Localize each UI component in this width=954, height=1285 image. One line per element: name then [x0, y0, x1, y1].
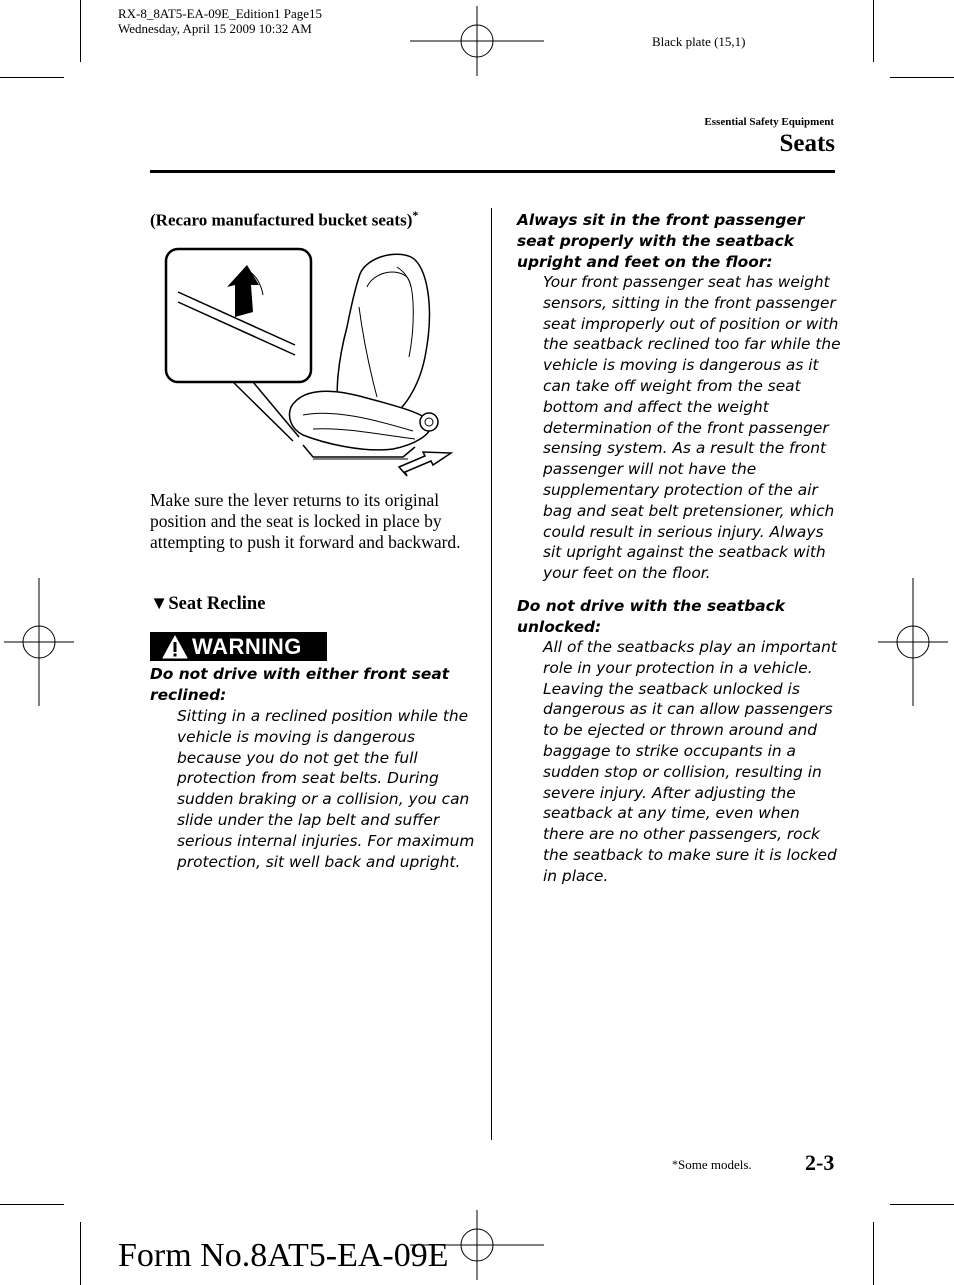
warning-icon	[162, 635, 188, 659]
passenger-seat-body: Your front passenger seat has weight sensors, sitting in the front passenger seat improperly out of position or with the seatback reclined too far while the vehicle is moving is dangerous as it can take off weight from the seat bottom and affect the weight determination of the front passenger sensing system. As a result the front passenger will not have the supplementary protection of the air bag and seat belt pretensioner, which could result in serious injury. Always sit upright against the seatback with your feet on the floor.	[543, 273, 841, 583]
print-info-line1: RX-8_8AT5-EA-09E_Edition1 Page15	[118, 6, 323, 21]
crop-mark	[80, 0, 81, 62]
registration-mark	[878, 578, 948, 706]
registration-mark	[410, 6, 544, 76]
crop-mark	[0, 77, 64, 78]
footnote	[672, 1157, 752, 1173]
title-rule	[150, 170, 835, 173]
warning-badge	[150, 632, 327, 661]
left-column	[150, 208, 472, 231]
print-info	[118, 6, 322, 36]
crop-mark	[873, 1222, 874, 1285]
crop-mark	[0, 1204, 64, 1205]
print-info-line2: Wednesday, April 15 2009 10:32 AM	[118, 21, 312, 36]
crop-mark	[873, 0, 874, 62]
page-title: Seats	[779, 130, 835, 157]
footnote-text: Some models.	[678, 1157, 752, 1172]
crop-mark	[80, 1222, 81, 1285]
seat-illustration	[163, 247, 463, 477]
form-number: Form No.8AT5-EA-09E	[118, 1237, 449, 1274]
seat-recline-heading	[150, 594, 265, 615]
column-divider	[491, 208, 492, 1140]
passenger-seat-title: Always sit in the front passenger seat properly with the seatback upright and feet on the floor:	[517, 211, 805, 271]
recaro-subhead	[150, 208, 472, 231]
recaro-subhead-text: (Recaro manufactured bucket seats)	[150, 210, 413, 230]
footnote-mark: *	[672, 1157, 678, 1171]
section-label: Essential Safety Equipment	[704, 116, 834, 128]
registration-mark	[4, 578, 74, 706]
crop-mark	[890, 77, 954, 78]
seatback-unlocked-body: All of the seatbacks play an important role in your protection in a vehicle. Leaving the seatback unlocked is dangerous as it can allow passengers to be ejected or thrown around and baggage to strike occupants in a sudden stop or collision, resulting in severe injury. After adjusting the seatback at any time, even when there are no other passengers, rock the seatback to make sure it is locked in place.	[543, 638, 837, 885]
warning-body: Sitting in a reclined position while the vehicle is moving is dangerous because you do not get the full protection from seat belts. During sudden braking or a collision, you can slide under the lap belt and suffer serious internal injuries. For maximum protection, sit well back and upright.	[177, 707, 475, 871]
some-models-mark: *	[412, 208, 419, 222]
warning-title: Do not drive with either front seat reclined:	[150, 665, 450, 704]
seatback-unlocked-title: Do not drive with the seatback unlocked:	[517, 597, 786, 636]
warning-label: WARNING	[192, 633, 302, 659]
plate-label: Black plate (15,1)	[652, 34, 746, 49]
page-number: 2-3	[805, 1150, 835, 1175]
heading-marker: ▼	[150, 594, 169, 614]
seat-recline-title: Seat Recline	[168, 594, 266, 614]
crop-mark	[890, 1204, 954, 1205]
lever-instruction: Make sure the lever returns to its original position and the seat is locked in place by attempting to push it forward and backward.	[150, 490, 461, 552]
